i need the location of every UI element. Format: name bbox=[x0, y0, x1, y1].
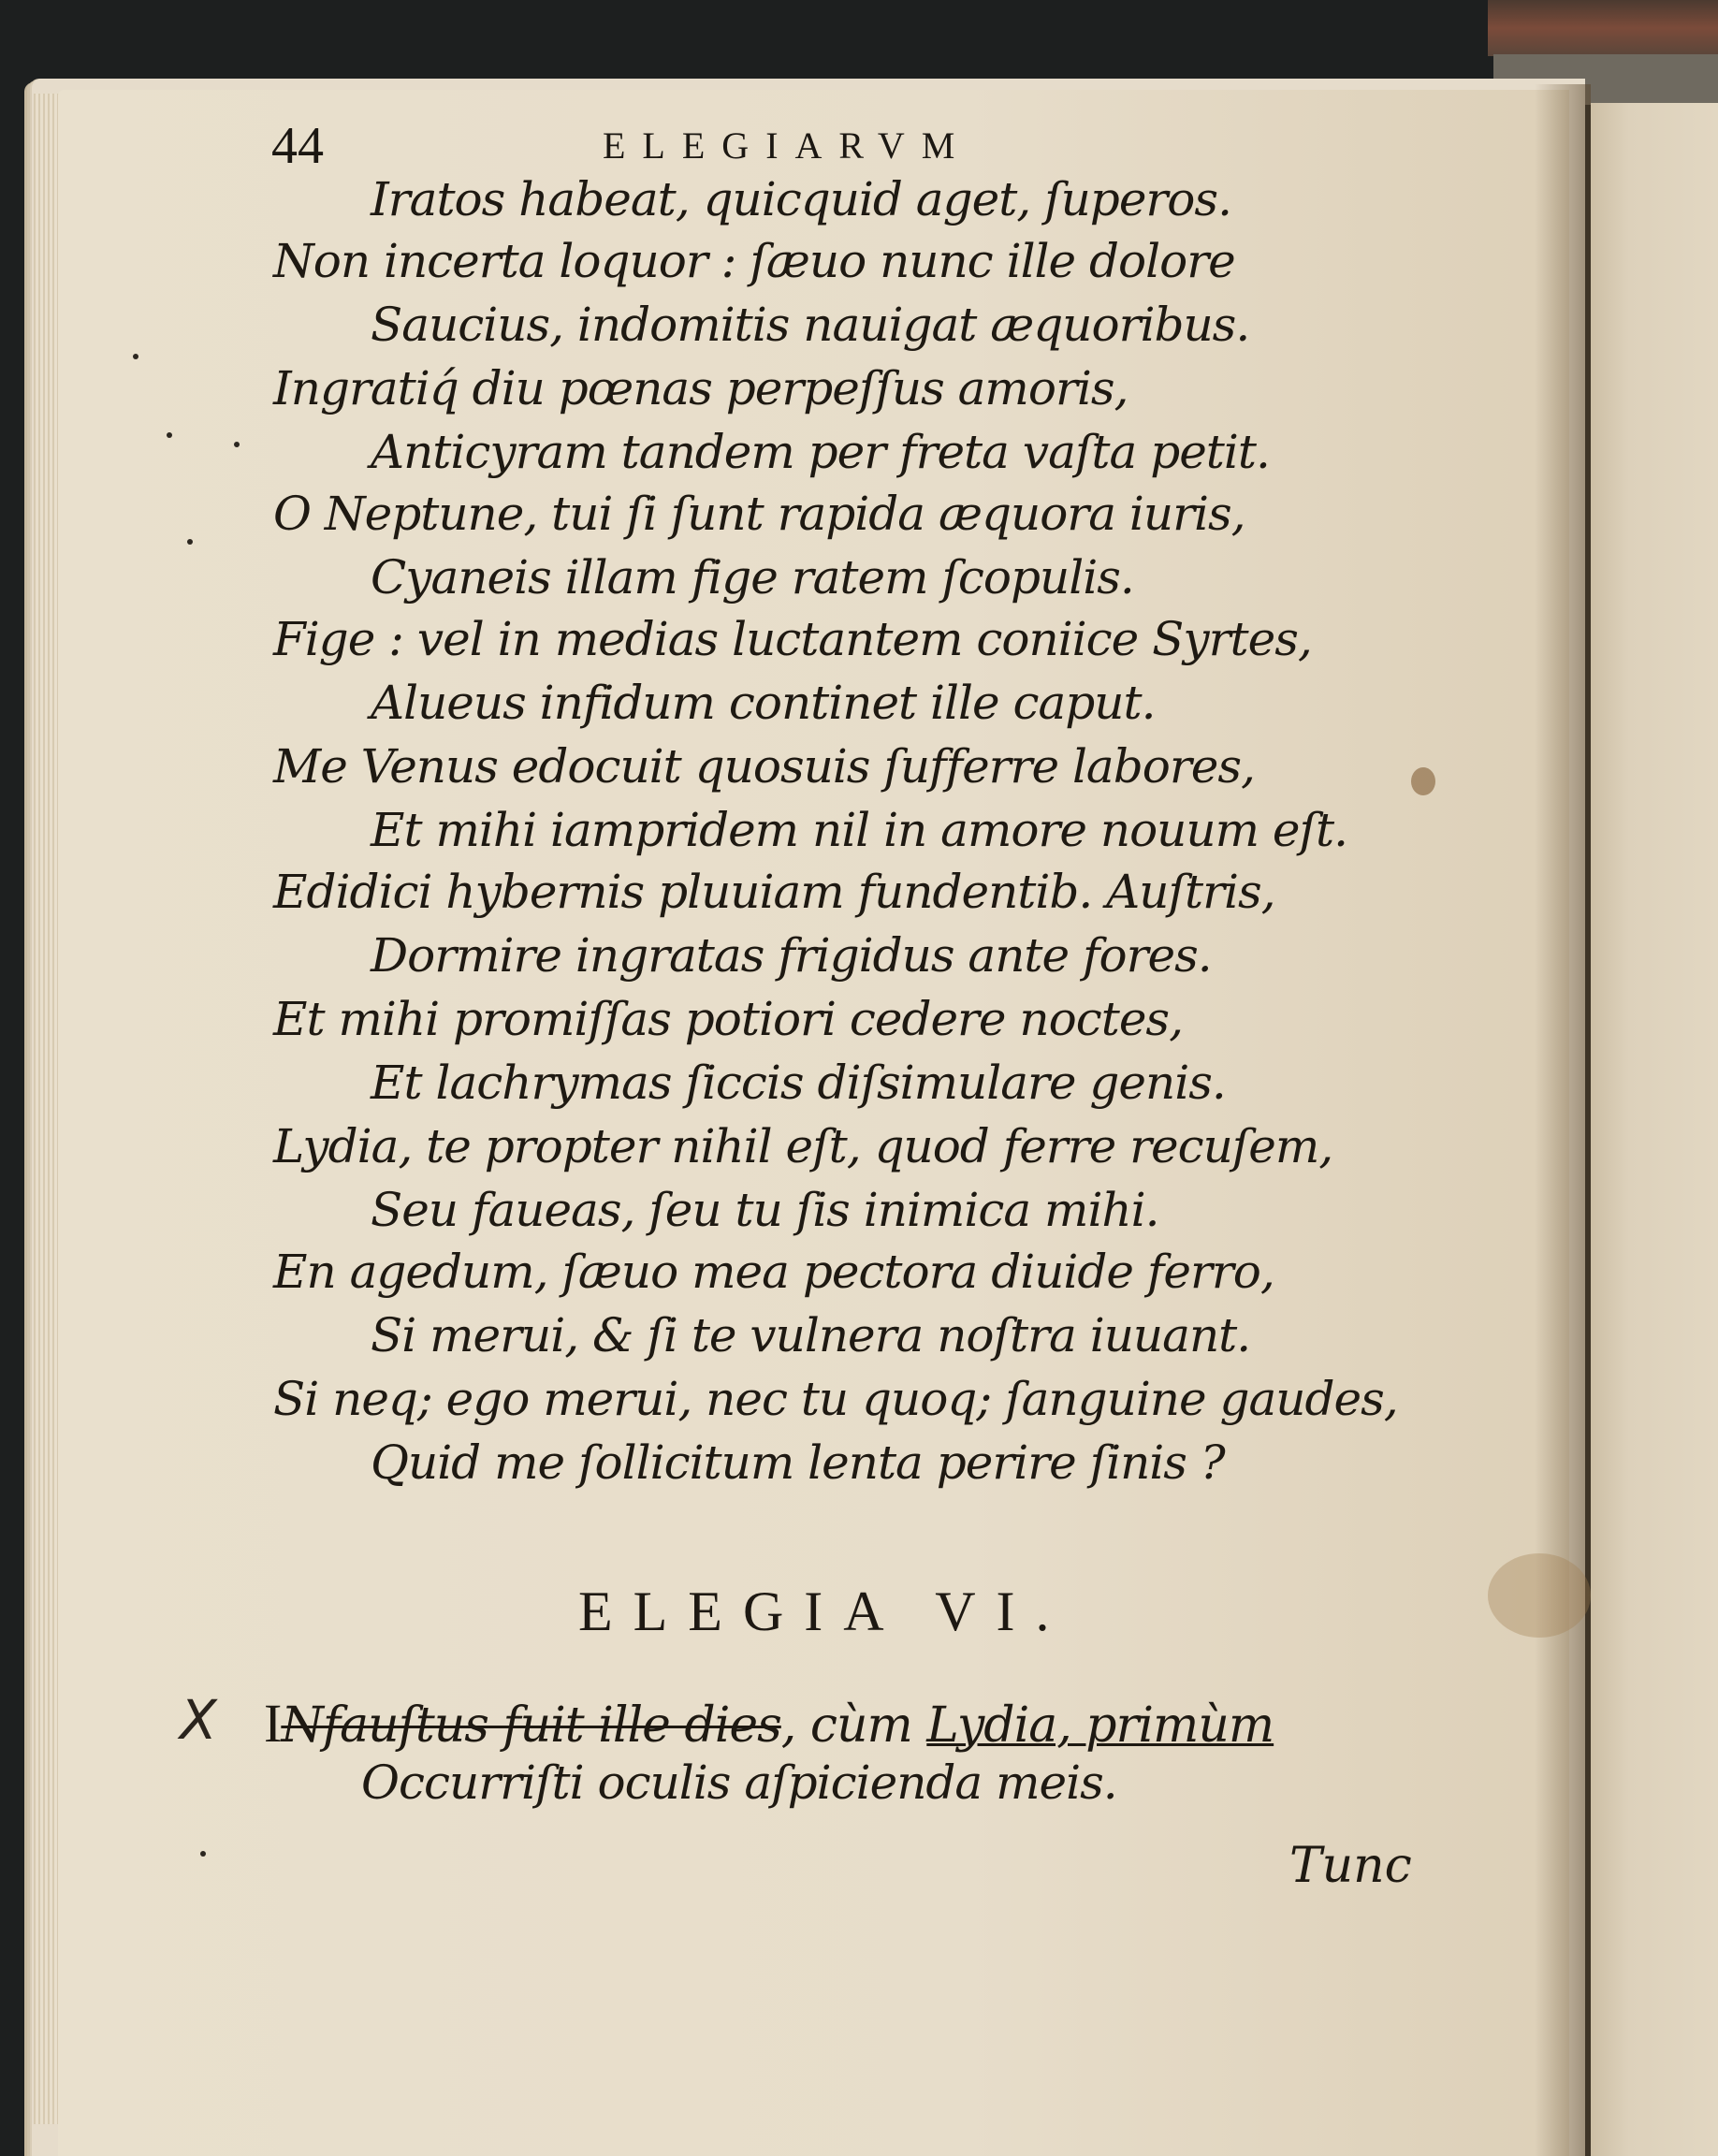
section-heading: ELEGIA VI. bbox=[578, 1581, 1070, 1642]
gutter-shadow bbox=[1535, 84, 1591, 2156]
verse-line: Dormire ingratas frigidus ante fores. bbox=[371, 928, 1212, 983]
verse-line: Si neq; ego merui, nec tu quoq; ſanguine gaudes, bbox=[273, 1372, 1398, 1426]
book-binding bbox=[1488, 0, 1718, 56]
drop-initial: I bbox=[264, 1693, 282, 1754]
verse-line: Seu faueas, ſeu tu ſis inimica mihi. bbox=[371, 1183, 1159, 1237]
speck bbox=[234, 442, 240, 447]
verse-line: Cyaneis illam fige ratem ſcopulis. bbox=[371, 550, 1134, 605]
ink-stain bbox=[1411, 767, 1435, 795]
underlined-text: Lydia, primùm bbox=[926, 1697, 1274, 1754]
running-title: ELEGIARVM bbox=[603, 124, 972, 167]
verse-line: Iratos habeat, quicquid aget, ſuperos. bbox=[371, 172, 1231, 226]
page-number: 44 bbox=[271, 117, 324, 175]
verse-line: Alueus infidum continet ille caput. bbox=[371, 676, 1156, 730]
verse-line: Me Venus edocuit quosuis ſufferre labores, bbox=[273, 739, 1255, 794]
verse-line: O Neptune, tui ſi ſunt rapida æquora iuris, bbox=[273, 487, 1245, 541]
verse-line: Non incerta loquor : ſæuo nunc ille dolore bbox=[273, 234, 1235, 288]
page-edges bbox=[34, 94, 60, 2124]
verse-line: Et mihi promiſſas potiori cedere noctes, bbox=[273, 992, 1183, 1046]
elegy-second-line: Occurriſti oculis aſpicienda meis. bbox=[361, 1755, 1117, 1810]
verse-line: En agedum, ſæuo mea pectora diuide ferro, bbox=[273, 1245, 1274, 1299]
verse-line: Lydia, te propter nihil eſt, quod ferre recuſem, bbox=[273, 1119, 1333, 1173]
verse-line: Fige : vel in medias luctantem coniice Syrtes, bbox=[273, 612, 1312, 666]
speck bbox=[187, 539, 193, 545]
verse-line: Anticyram tandem per freta vaſta petit. bbox=[371, 425, 1270, 479]
right-page bbox=[1591, 103, 1718, 2156]
verse-line: Quid me ſollicitum lenta perire ſinis ? bbox=[371, 1435, 1225, 1490]
verse-line: Ingratiq́ diu pœnas perpeſſus amoris, bbox=[273, 361, 1128, 415]
speck bbox=[200, 1851, 206, 1857]
plain-text: , cùm bbox=[780, 1697, 927, 1754]
verse-line: Edidici hybernis pluuiam fundentib. Auſtris, bbox=[273, 865, 1275, 919]
foxing-stain bbox=[1488, 1553, 1591, 1638]
verse-line: Si merui, & ſi te vulnera noſtra iuuant. bbox=[371, 1308, 1251, 1362]
speck bbox=[133, 354, 138, 359]
struck-text: Nfauſtus fuit ille dies bbox=[281, 1697, 781, 1754]
catchword: Tunc bbox=[1289, 1838, 1412, 1894]
verse-line: Saucius, indomitis nauigat æquoribus. bbox=[371, 298, 1250, 352]
verse-line: Et mihi iampridem nil in amore nouum eſt. bbox=[371, 803, 1347, 857]
speck bbox=[167, 432, 172, 438]
verse-line: Et lachrymas ſiccis diſsimulare genis. bbox=[371, 1056, 1226, 1110]
margin-cross-mark: X bbox=[180, 1688, 217, 1752]
elegy-first-line bbox=[264, 1692, 1274, 1755]
